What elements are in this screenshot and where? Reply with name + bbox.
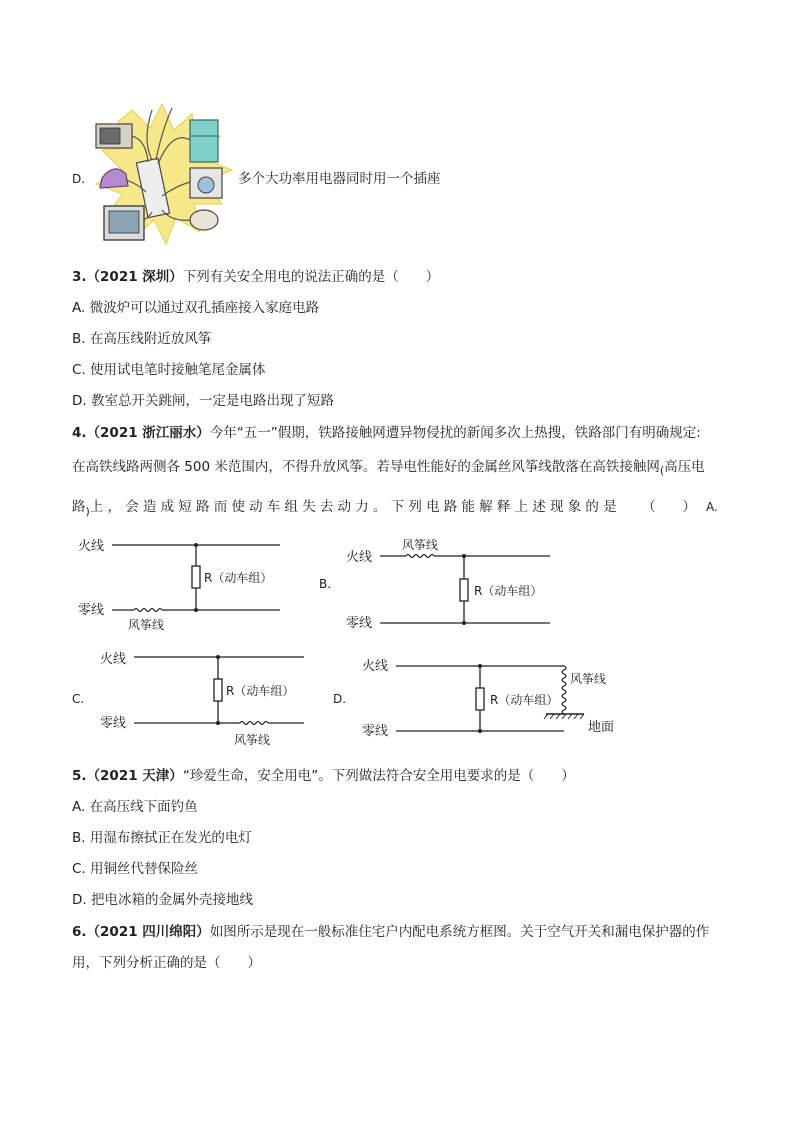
circuit-a-kite-wire [134, 609, 162, 612]
question-6-stem-line1 [72, 922, 709, 942]
circuit-c-resistor-label: R（动车组） [226, 684, 295, 698]
q5-source: （2021 天津） [86, 768, 183, 784]
appliances-illustration [92, 100, 238, 250]
circuit-b-kite-label: 风筝线 [402, 538, 439, 552]
q4-source: （2021 浙江丽水） [86, 425, 210, 441]
q4-stem-line1: 今年“五一”假期，铁路接触网遭异物侵扰的新闻多次上热搜，铁路部门有明确规定: [209, 425, 701, 441]
q6-source: .（2021 四川绵阳） [81, 924, 210, 940]
q3-option-d: D. 教室总开关跳闸，一定是电路出现了短路 [72, 393, 334, 409]
q6-stem-line1: 如图所示是现在一般标准住宅户内配电系统方框图。关于空气开关和漏电保护器的作 [209, 924, 710, 940]
circuit-c-resistor [214, 679, 222, 701]
circuit-d-neutral-label: 零线 [362, 724, 389, 739]
q5-option-b: B. 用湿布擦拭正在发光的电灯 [72, 830, 252, 846]
q3-option-b: B. 在高压线附近放风筝 [72, 331, 212, 347]
circuit-a-resistor [192, 566, 200, 588]
q4-option-c-label: C. [72, 692, 85, 706]
q5-number: 5. [72, 768, 87, 784]
circuit-d-kite-wire [562, 666, 566, 714]
circuit-b-live-label: 火线 [346, 550, 373, 565]
q6-number: 6 [72, 924, 82, 940]
q4-option-a-label: A. [706, 500, 718, 514]
q4-stem-line3-b: 上，会造成短路而使动车组失去动力。下列电路能解释上述现象的是 [89, 499, 621, 515]
circuit-b-resistor-label: R（动车组） [474, 584, 543, 598]
circuit-c-neutral-label: 零线 [100, 716, 127, 731]
q3-option-c: C. 使用试电笔时接触笔尾金属体 [72, 362, 266, 378]
q3-stem-text: 下列有关安全用电的说法正确的是（ ） [182, 269, 440, 285]
circuit-c [94, 645, 310, 751]
option-d-label: D. [72, 172, 86, 186]
q5-option-d: D. 把电冰箱的金属外壳接地线 [72, 892, 253, 908]
q4-option-d-label: D. [333, 692, 347, 706]
circuit-d [356, 650, 628, 744]
circuit-d-ground-label: 地面 [588, 720, 615, 735]
q4-stem-line3-a: 路 [72, 499, 86, 515]
circuit-b-neutral-label: 零线 [346, 616, 373, 631]
question-4-stem-line3: 路$_)$上，会造成短路而使动车组失去动力。下列电路能解释上述现象的是 [72, 499, 621, 518]
question-4-stem-line2: 在高铁线路两侧各 500 米范围内，不得升放风筝。若导电性能好的金属丝风筝线散落在高铁接触网$_($高压电 [72, 459, 705, 477]
q4-number: 4. [72, 425, 87, 441]
circuit-a-resistor-label: R（动车组） [204, 571, 273, 585]
question-6-stem-line2: 用，下列分析正确的是（ ） [72, 955, 261, 971]
circuit-c-kite-label: 风筝线 [234, 733, 271, 747]
circuit-b-kite-wire [406, 555, 434, 558]
q3-number: 3. [72, 269, 87, 285]
circuit-c-kite-wire [240, 722, 268, 725]
q4-answer-paren: （ ） [642, 499, 696, 515]
circuit-d-resistor [476, 688, 484, 710]
circuit-d-live-label: 火线 [362, 659, 389, 674]
circuit-c-live-label: 火线 [100, 652, 127, 667]
question-3-stem [72, 267, 439, 287]
question-4-stem-line1 [72, 423, 701, 443]
q4-option-b-label: B. [319, 577, 332, 591]
circuit-a [72, 532, 284, 634]
circuit-a-neutral-label: 零线 [78, 603, 105, 618]
circuit-a-live-label: 火线 [78, 539, 105, 554]
circuit-d-resistor-label: R（动车组） [490, 693, 559, 707]
circuit-a-kite-label: 风筝线 [128, 618, 165, 632]
q5-stem-text: “珍爱生命，安全用电”。下列做法符合安全用电要求的是（ ） [182, 768, 575, 784]
q5-option-c: C. 用铜丝代替保险丝 [72, 861, 199, 877]
q3-option-a: A. 微波炉可以通过双孔插座接入家庭电路 [72, 300, 320, 316]
circuit-d-kite-label: 风筝线 [570, 672, 607, 686]
q3-source: （2021 深圳） [86, 269, 183, 285]
option-d-text: 多个大功率用电器同时用一个插座 [238, 171, 441, 187]
question-5-stem [72, 766, 575, 786]
q4-stem-line2-end: 高压电 [664, 459, 705, 475]
q4-stem-line2: 在高铁线路两侧各 500 米范围内，不得升放风筝。若导电性能好的金属丝风筝线散落在高铁接触网 [72, 459, 660, 475]
circuit-b-resistor [460, 579, 468, 601]
circuit-b [340, 535, 554, 635]
q5-option-a: A. 在高压线下面钓鱼 [72, 799, 198, 815]
